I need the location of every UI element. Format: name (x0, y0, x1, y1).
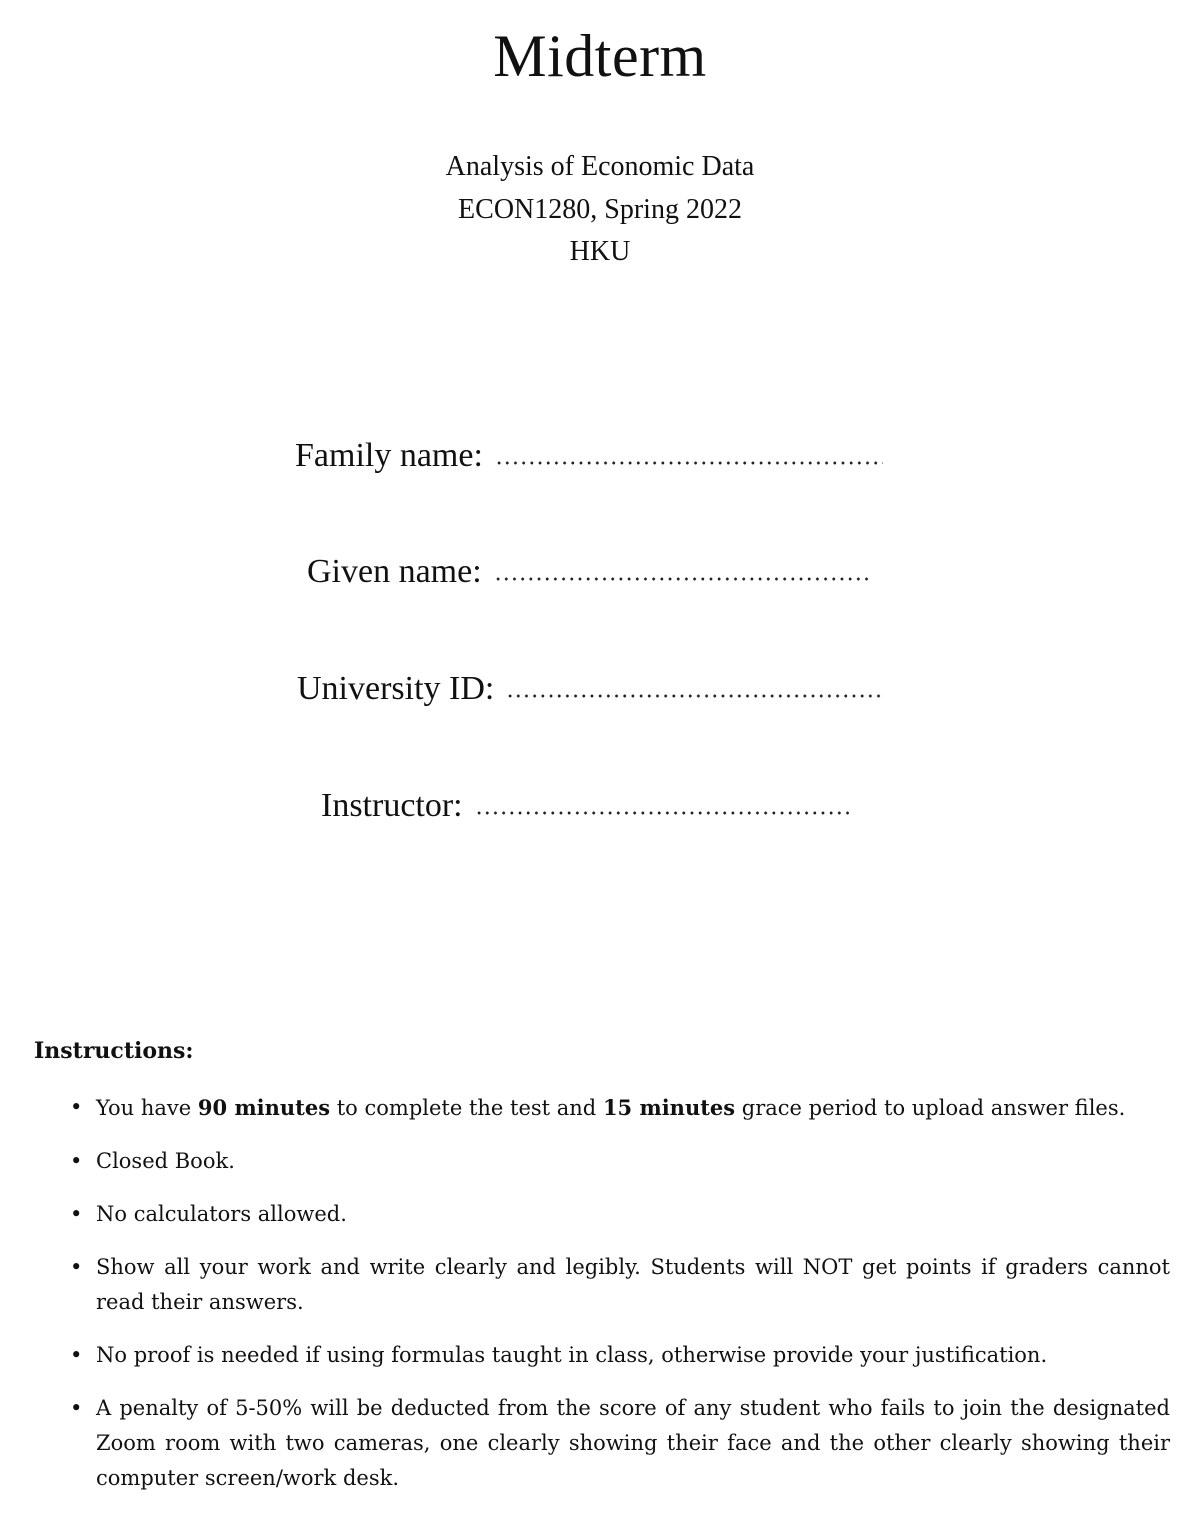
list-item (70, 1391, 1170, 1496)
family-name-field[interactable] (295, 434, 883, 478)
instruction-text: A penalty of 5-50% will be deducted from the score of any student who fails to join the designated Zoom room with two cameras, one clearly showing their face and the other clearly showing their computer screen/work desk. (96, 1396, 1170, 1490)
exam-title: Midterm (493, 23, 707, 89)
bullet-icon: • (70, 1396, 83, 1420)
bullet-icon: • (70, 1343, 83, 1367)
university-id-label: University ID: (297, 670, 495, 707)
instruction-text-part: You have (96, 1096, 198, 1120)
list-item (70, 1144, 1170, 1179)
list-item (70, 1090, 1170, 1126)
instructor-blank[interactable] (475, 810, 853, 816)
instructions-list (70, 1090, 1170, 1514)
instructor-field[interactable] (321, 784, 853, 828)
course-code-term: ECON1280, Spring 2022 (458, 194, 742, 225)
instruction-text (96, 1090, 1170, 1126)
bullet-icon: • (70, 1202, 83, 1226)
list-item (70, 1197, 1170, 1232)
given-name-field[interactable] (307, 550, 872, 594)
bullet-icon: • (70, 1095, 83, 1119)
instructor-label: Instructor: (321, 787, 463, 824)
bullet-icon: • (70, 1255, 83, 1279)
instruction-text: No calculators allowed. (96, 1202, 347, 1226)
university-id-blank[interactable] (506, 693, 884, 699)
instruction-text: No proof is needed if using formulas taught in class, otherwise provide your justification. (96, 1343, 1048, 1367)
course-name: Analysis of Economic Data (445, 151, 755, 182)
family-name-blank[interactable] (495, 460, 883, 466)
instruction-text: Closed Book. (96, 1149, 235, 1173)
family-name-label: Family name: (295, 437, 483, 474)
exam-duration: 90 minutes (197, 1095, 331, 1120)
university-id-field[interactable] (297, 667, 884, 711)
grace-period: 15 minutes (602, 1095, 736, 1120)
instruction-text-part: to complete the test and (330, 1096, 603, 1120)
list-item (70, 1338, 1170, 1373)
list-item (70, 1250, 1170, 1320)
institution: HKU (569, 236, 631, 267)
bullet-icon: • (70, 1149, 83, 1173)
instructions-heading: Instructions: (34, 1038, 194, 1064)
instruction-text-part: grace period to upload answer files. (735, 1096, 1126, 1120)
given-name-blank[interactable] (494, 576, 872, 582)
instruction-text: Show all your work and write clearly and legibly. Students will NOT get points if graders cannot read their answers. (96, 1255, 1170, 1314)
given-name-label: Given name: (307, 553, 482, 590)
